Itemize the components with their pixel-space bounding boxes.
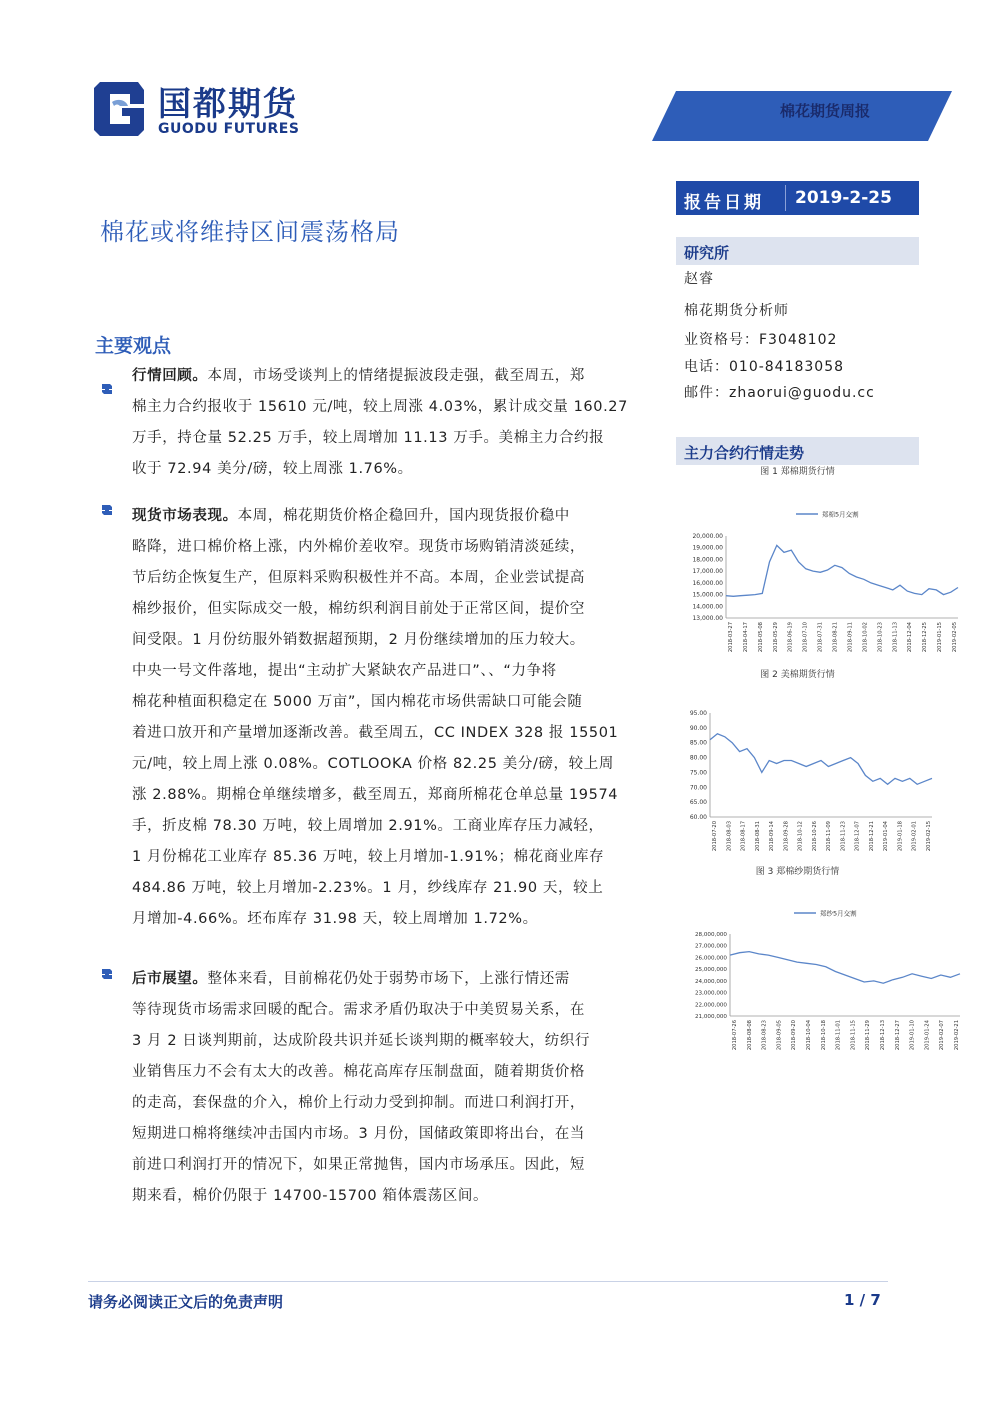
bullet-icon [99,966,115,982]
y-tick-label: 70.00 [689,784,707,792]
y-tick-label: 22,000,000 [694,1002,727,1009]
x-tick-label: 2019-02-15 [926,821,932,852]
y-tick-label: 60.00 [689,814,707,821]
analyst-phone: 电话：010-84183058 [684,359,845,375]
paragraph-line: 棉花种植面积稳定在 5000 万亩”，国内棉花市场供需缺口可能会随 [132,694,583,710]
paragraph-line: 1 月份棉花工业库存 85.36 万吨，较上月增加-1.91%；棉花商业库存 [132,849,605,865]
paragraph-line: 节后纺企恢复生产，但原料采购积极性并不高。本周，企业尝试提高 [132,570,585,586]
x-tick-label: 2019-02-01 [911,821,918,852]
y-tick-label: 24,000,000 [694,978,727,985]
page-title: 棉花或将维持区间震荡格局 [100,218,400,246]
paragraph-line: 棉纱报价，但实际成交一般，棉纺织利润目前处于正常区间，提价空 [132,601,585,617]
chart-3 [676,902,966,1082]
y-tick-label: 25,000,000 [694,967,727,974]
logo-mark-icon [92,76,152,142]
x-tick-label: 2018-12-25 [922,622,929,653]
paragraph-line: 略降，进口棉价格上涨，内外棉价差收窄。现货市场购销清淡延续， [132,539,585,555]
y-tick-label: 15,000.00 [692,591,723,599]
y-tick-label: 75.00 [689,769,707,777]
x-tick-label: 2018-12-04 [907,622,914,653]
paragraph-line: 涨 2.88%。期棉仓单继续增多，截至周五，郑商所棉花仓单总量 19574 [132,787,619,803]
paragraph-line: 短期进口棉将继续冲击国内市场。3 月份，国储政策即将出台，在当 [132,1126,585,1142]
footer-divider [88,1281,888,1282]
trend-header: 主力合约行情走势 [684,444,805,462]
y-tick-label: 16,000.00 [692,579,723,587]
x-tick-label: 2018-09-28 [783,821,790,852]
x-tick-label: 2018-10-23 [877,622,884,653]
y-tick-label: 18,000.00 [692,556,723,564]
x-tick-label: 2018-08-08 [746,1020,753,1051]
bullet-icon [99,502,115,518]
disclaimer-link[interactable]: 请务必阅读正文后的免责声明 [88,1293,284,1311]
paragraph-lead: 行情回顾。 [132,368,208,384]
x-tick-label: 2018-10-02 [862,622,869,653]
x-tick-label: 2018-10-12 [797,821,804,852]
x-tick-label: 2018-12-21 [868,821,875,852]
paragraph-line: 月增加-4.66%。坯布库存 31.98 天，较上周增加 1.72%。 [132,911,538,927]
y-tick-label: 26,000,000 [694,955,727,962]
y-tick-label: 13,000.00 [692,615,723,622]
paragraph-line: 等待现货市场需求回暖的配合。需求矛盾仍取决于中美贸易关系，在 [132,1002,585,1018]
series-line [730,952,960,984]
x-tick-label: 2019-01-24 [924,1020,931,1051]
x-tick-label: 2018-06-19 [787,622,794,653]
y-tick-label: 65.00 [689,799,707,807]
y-tick-label: 14,000.00 [692,603,723,611]
paragraph-spot-market [132,501,632,935]
x-tick-label: 2018-08-03 [726,821,733,852]
x-tick-label: 2018-07-20 [712,821,718,852]
logo-text-en: GUODU FUTURES [158,121,300,137]
x-tick-label: 2018-11-01 [835,1020,842,1051]
x-tick-label: 2018-09-05 [776,1020,783,1051]
x-tick-label: 2018-12-27 [894,1020,901,1051]
series-line [710,734,932,785]
paragraph-line: 元/吨，较上周上涨 0.08%。COTLOOKA 价格 82.25 美分/磅，较上周 [132,756,614,772]
y-tick-label: 17,000.00 [692,568,723,576]
chart-2 [676,705,966,860]
paragraph-outlook [132,964,632,1212]
bullet-icon [99,381,115,397]
x-tick-label: 2018-12-13 [880,1020,886,1051]
report-date-divider [785,185,786,211]
paragraph-line: 行情回顾。本周，市场受谈判上的情绪提振波段走强，截至周五，郑 [132,368,585,384]
paragraph-line: 484.86 万吨，较上月增加-2.23%。1 月，纱线库存 21.90 天，较上 [132,880,604,896]
series-line [726,545,958,596]
logo [92,76,152,142]
section-title: 主要观点 [95,335,172,357]
x-tick-label: 2018-10-04 [806,1020,812,1051]
y-tick-label: 90.00 [689,724,707,732]
paragraph-line: 前进口利润打开的情况下，如果正常抛售，国内市场承压。因此，短 [132,1157,585,1173]
x-tick-label: 2018-04-17 [742,622,749,653]
y-tick-label: 20,000.00 [692,533,723,540]
paragraph-line: 着进口放开和产量增加逐渐改善。截至周五，CC INDEX 328 报 15501 [132,725,619,741]
x-tick-label: 2018-08-17 [740,821,747,852]
report-type-label: 棉花期货周报 [779,102,870,120]
paragraph-line: 中央一号文件落地，提出“主动扩大紧缺农产品进口”、、“力争将 [132,663,557,679]
page-number: 1 / 7 [844,1291,881,1309]
legend-label: 郑纱5月交割 [820,909,857,918]
x-tick-label: 2018-08-23 [761,1020,768,1051]
x-tick-label: 2018-10-26 [811,821,818,852]
paragraph-line: 后市展望。整体来看，目前棉花仍处于弱势市场下，上涨行情还需 [132,971,570,987]
x-tick-label: 2018-07-10 [802,622,809,653]
x-tick-label: 2018-07-31 [817,622,824,653]
analyst-role: 棉花期货分析师 [684,303,789,319]
paragraph-line: 收于 72.94 美分/磅，较上周涨 1.76%。 [132,461,413,477]
paragraph-line: 手，折皮棉 78.30 万吨，较上周增加 2.91%。工商业库存压力减轻， [132,818,604,834]
x-tick-label: 2018-11-09 [826,821,833,852]
x-tick-label: 2018-12-07 [854,821,861,852]
x-tick-label: 2019-01-18 [897,821,904,852]
paragraph-market-review [132,361,632,485]
x-tick-label: 2018-05-08 [757,622,764,653]
x-tick-label: 2018-10-18 [820,1020,827,1051]
analyst-license: 业资格号：F3048102 [684,332,838,348]
y-tick-label: 23,000,000 [694,990,727,997]
x-tick-label: 2019-01-04 [883,821,890,852]
x-tick-label: 2018-11-15 [850,1020,857,1051]
analyst-name: 赵睿 [684,271,714,287]
paragraph-line: 的走高，套保盘的介入，棉价上行动力受到抑制。而进口利润打开， [132,1095,585,1111]
legend-label: 郑棉5月交割 [822,510,859,519]
x-tick-label: 2018-05-29 [772,622,779,653]
x-tick-label: 2019-02-05 [952,622,958,653]
y-tick-label: 21,000,000 [694,1014,727,1020]
paragraph-line: 间受限。1 月份纺服外销数据超预期，2 月份继续增加的压力较大。 [132,632,585,648]
x-tick-label: 2019-01-15 [937,622,944,653]
x-tick-label: 2019-02-21 [954,1020,960,1051]
x-tick-label: 2018-08-21 [832,622,839,653]
y-tick-label: 28,000,000 [694,932,727,938]
y-tick-label: 85.00 [689,739,707,747]
x-tick-label: 2018-09-14 [769,821,776,852]
chart-1-caption: 图 1 郑棉期货行情 [760,467,835,477]
x-tick-label: 2019-02-07 [939,1020,946,1051]
x-tick-label: 2018-11-13 [892,622,899,653]
research-header: 研究所 [684,244,730,262]
y-tick-label: 27,000,000 [694,943,727,950]
x-tick-label: 2018-03-27 [728,622,734,653]
paragraph-line: 棉主力合约报收于 15610 元/吨，较上周涨 4.03%，累计成交量 160.27 [132,399,628,415]
paragraph-lead: 现货市场表现。 [132,508,238,524]
paragraph-lead: 后市展望。 [132,971,208,987]
x-tick-label: 2018-07-26 [732,1020,738,1051]
paragraph-line: 现货市场表现。本周，棉花期货价格企稳回升，国内现货报价稳中 [132,508,570,524]
report-date-value: 2019-2-25 [795,188,892,208]
paragraph-line: 3 月 2 日谈判期前，达成阶段共识并延长谈判期的概率较大，纺织行 [132,1033,591,1049]
analyst-email[interactable]: 邮件：zhaorui@guodu.cc [684,385,875,401]
x-tick-label: 2018-11-29 [865,1020,872,1051]
chart-1 [676,502,966,670]
y-tick-label: 19,000.00 [692,544,723,552]
y-tick-label: 95.00 [689,710,707,717]
x-tick-label: 2018-09-20 [791,1020,798,1051]
chart-3-caption: 图 3 郑棉纱期货行情 [755,867,840,877]
x-tick-label: 2018-11-23 [840,821,847,852]
y-tick-label: 80.00 [689,754,707,762]
x-tick-label: 2018-09-11 [847,622,854,653]
paragraph-line: 期来看，棉价仍限于 14700-15700 箱体震荡区间。 [132,1188,489,1204]
paragraph-line: 万手，持仓量 52.25 万手，较上周增加 11.13 万手。美棉主力合约报 [132,430,605,446]
x-tick-label: 2018-08-31 [754,821,761,852]
report-date-label: 报告日期 [684,193,764,213]
paragraph-line: 业销售压力不会有太大的改善。棉花高库存压制盘面，随着期货价格 [132,1064,585,1080]
chart-2-caption: 图 2 美棉期货行情 [760,670,835,680]
x-tick-label: 2019-01-10 [909,1020,916,1051]
logo-text-cn: 国都期货 [158,84,298,123]
